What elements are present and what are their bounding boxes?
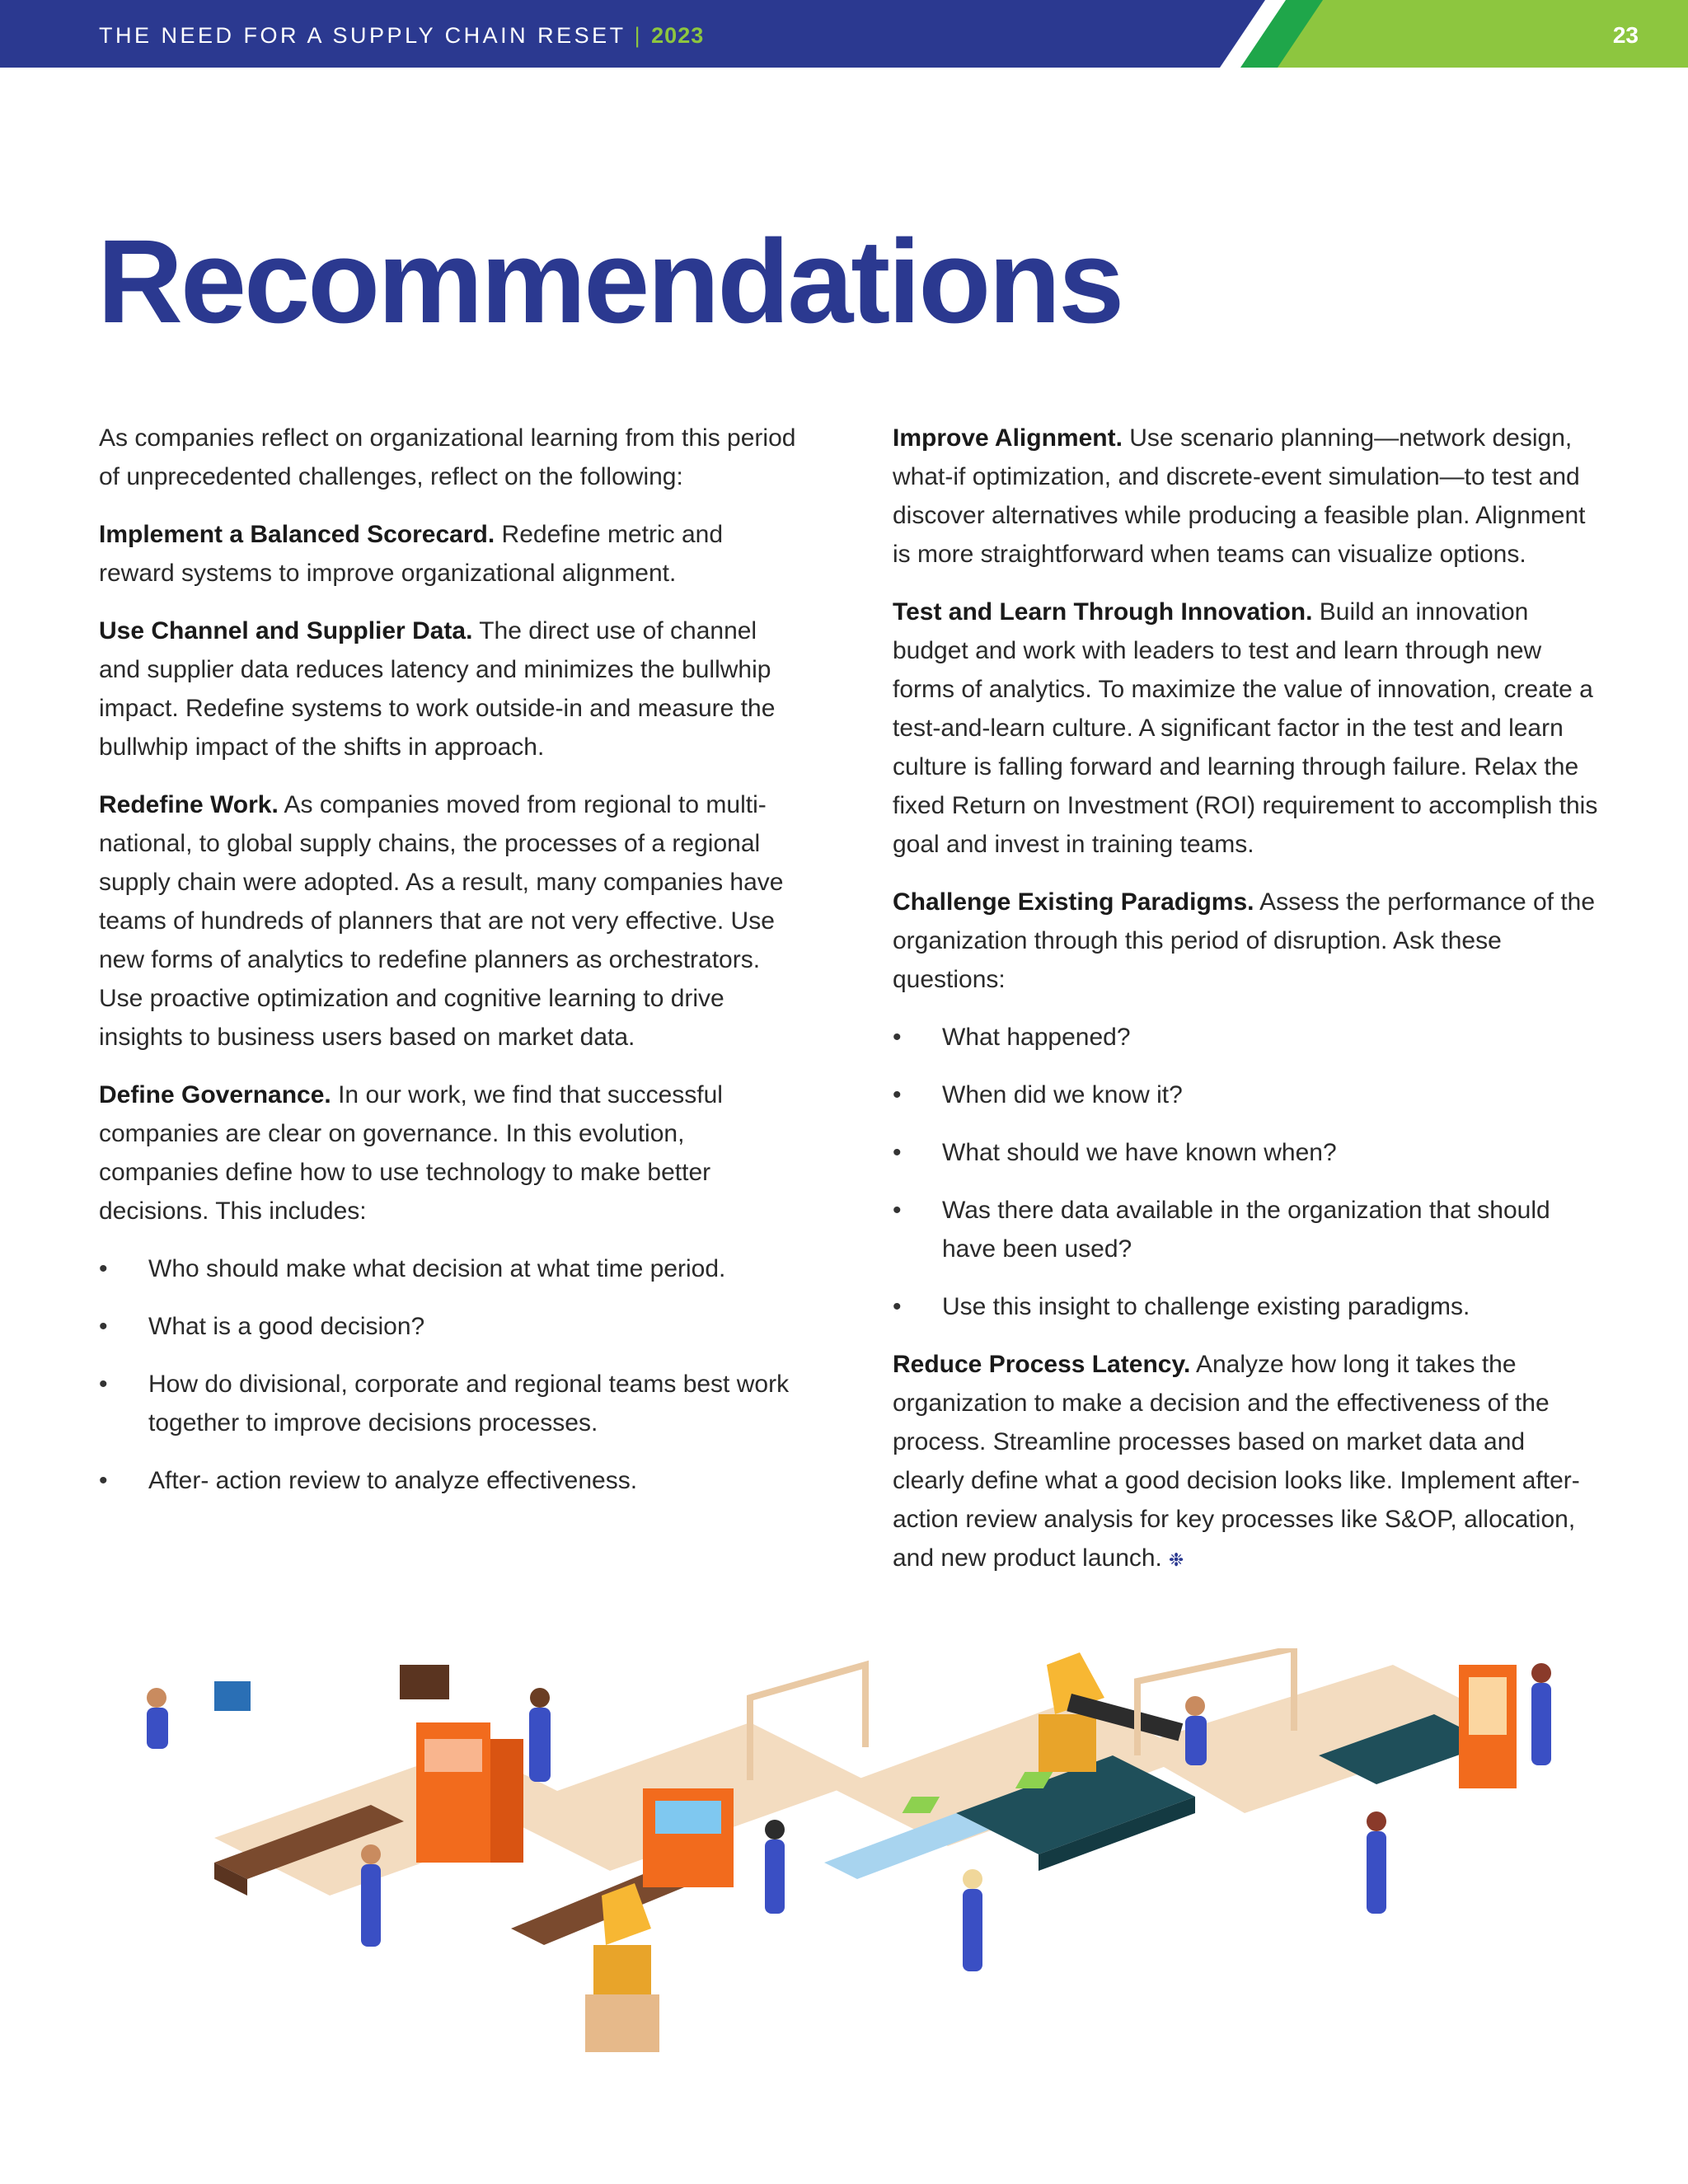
recommendation-challenge-paradigms	[893, 883, 1601, 999]
list-item: • After- action review to analyze effectiveness.	[99, 1461, 799, 1500]
recommendation-text: As companies moved from regional to multi-national, to global supply chains, the processes of a regional supply chain were adopted. As a result, many companies have teams of hundreds of planners that are not very effective. Use new forms of analytics to redefine planners as orchestrators. Use proactive optimization and cognitive learning to drive insights to business users based on market data.	[99, 791, 784, 1051]
recommendation-heading: Redefine Work.	[99, 791, 279, 818]
right-column	[893, 419, 1601, 1598]
page-number: 23	[1612, 22, 1639, 48]
worker-person	[1185, 1696, 1207, 1765]
list-item: • How do divisional, corporate and regional teams best work together to improve decisions processes.	[99, 1365, 799, 1442]
recommendation-text: Analyze how long it takes the organization to make a decision and the effectiveness of the process. Streamline processes based on market data and clearly define what a good decision looks like. Implement after-action review analysis for key processes like S&OP, allocation, and new product launch.	[893, 1351, 1580, 1572]
recommendation-text: Build an innovation budget and work with leaders to test and learn through new forms of analytics. To maximize the value of innovation, create a test-and-learn culture. A significant factor in the test and learn culture is falling forward and learning through failure. Relax the fixed Return on Investment (ROI) requirement to accomplish this goal and invest in training teams.	[893, 598, 1598, 858]
recommendation-heading: Challenge Existing Paradigms.	[893, 888, 1254, 916]
recommendation-heading: Reduce Process Latency.	[893, 1351, 1191, 1378]
recommendation-improve-alignment	[893, 419, 1601, 574]
recommendation-define-governance	[99, 1076, 799, 1230]
intro-paragraph: As companies reflect on organizational learning from this period of unprecedented challenges, reflect on the following:	[99, 424, 796, 490]
list-item: • Use this insight to challenge existing paradigms.	[893, 1287, 1601, 1326]
recommendation-text: Redefine metric and reward systems to improve organizational alignment.	[99, 521, 724, 587]
recommendation-test-and-learn	[893, 593, 1601, 864]
recommendation-text: Assess the performance of the organization through this period of disruption. Ask these questions:	[893, 888, 1596, 993]
worker-person	[1367, 1811, 1386, 1914]
left-column	[99, 419, 799, 1519]
paradigm-questions-list	[893, 1018, 1601, 1326]
recommendation-text: The direct use of channel and supplier data reduces latency and minimizes the bullwhip impact. Redefine systems to work outside-in and measure the bullwhip impact of the shifts in approach.	[99, 617, 776, 761]
worker-person	[963, 1869, 982, 1971]
page-title: Recommendations	[97, 215, 1123, 348]
recommendation-text: In our work, we find that successful companies are clear on governance. In this evolution, companies define how to use technology to make better decisions. This includes:	[99, 1081, 723, 1225]
monitor-screens	[214, 1665, 449, 1711]
list-item: • What happened?	[893, 1018, 1601, 1057]
recommendation-channel-supplier-data	[99, 612, 799, 766]
worker-person	[1531, 1663, 1551, 1765]
worker-person	[147, 1688, 168, 1749]
list-item: • Who should make what decision at what time period.	[99, 1249, 799, 1288]
worker-person	[529, 1688, 551, 1782]
recommendation-heading: Test and Learn Through Innovation.	[893, 598, 1313, 626]
header-year: 2023	[651, 23, 705, 48]
factory-production-line-illustration	[124, 1648, 1574, 2060]
wooden-crate	[585, 1994, 659, 2052]
worker-person	[765, 1820, 785, 1914]
worker-person	[361, 1844, 381, 1947]
recommendation-heading: Improve Alignment.	[893, 424, 1123, 452]
list-item: • Was there data available in the organization that should have been used?	[893, 1191, 1601, 1268]
recommendation-heading: Define Governance.	[99, 1081, 331, 1108]
recommendation-text: Use scenario planning—network design, what-if optimization, and discrete-event simulation—to test and discover alternatives while producing a feasible plan. Alignment is more straightforward when teams can visualize options.	[893, 424, 1586, 568]
header-bar	[0, 0, 1688, 68]
recommendation-redefine-work	[99, 785, 799, 1057]
running-header	[99, 0, 704, 68]
recommendation-reduce-latency	[893, 1345, 1601, 1579]
list-item: • What should we have known when?	[893, 1133, 1601, 1172]
recommendation-heading: Use Channel and Supplier Data.	[99, 617, 473, 644]
header-separator: |	[634, 23, 644, 48]
governance-bullet-list	[99, 1249, 799, 1500]
list-item: • When did we know it?	[893, 1076, 1601, 1114]
recommendation-balanced-scorecard	[99, 515, 799, 593]
list-item: • What is a good decision?	[99, 1307, 799, 1346]
recommendation-heading: Implement a Balanced Scorecard.	[99, 521, 495, 548]
end-mark-icon: ❉	[1168, 1549, 1184, 1570]
header-title-text: THE NEED FOR A SUPPLY CHAIN RESET	[99, 23, 626, 48]
